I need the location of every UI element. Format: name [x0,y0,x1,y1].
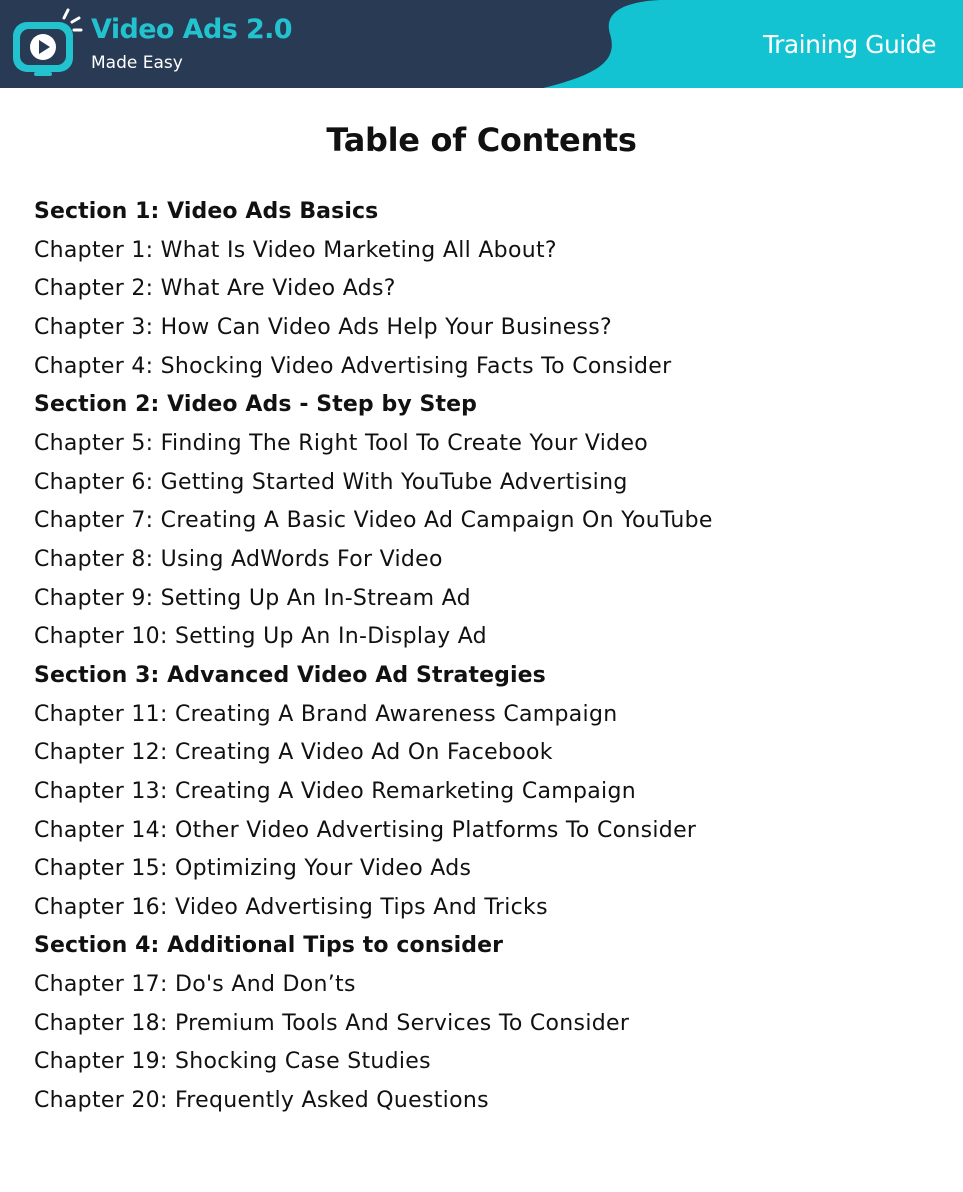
toc-section-heading: Section 1: Video Ads Basics [34,199,379,224]
toc-chapter-item: Chapter 16: Video Advertising Tips And Tricks [34,894,548,920]
toc-chapter-item: Chapter 7: Creating A Basic Video Ad Campaign On YouTube [34,508,713,534]
toc-chapter-item: Chapter 9: Setting Up An In-Stream Ad [34,585,471,611]
guide-label: Training Guide [762,30,936,59]
toc-chapter-item: Chapter 14: Other Video Advertising Platforms To Consider [34,817,697,843]
toc-chapter-item: Chapter 2: What Are Video Ads? [34,276,396,302]
toc-chapter-item: Chapter 3: How Can Video Ads Help Your Business? [34,314,613,340]
toc-section-heading: Section 3: Advanced Video Ad Strategies [34,662,546,688]
toc-chapter-item: Chapter 15: Optimizing Your Video Ads [34,856,472,882]
toc-chapter-item: Chapter 12: Creating A Video Ad On Facebook [34,740,553,766]
toc-chapter-item: Chapter 13: Creating A Video Remarketing Campaign [34,778,636,804]
toc-section-heading: Section 4: Additional Tips to consider [34,933,504,959]
toc-section-heading: Section 2: Video Ads - Step by Step [34,392,477,418]
toc-chapter-item: Chapter 5: Finding The Right Tool To Create Your Video [34,430,649,456]
toc-chapter-item: Chapter 1: What Is Video Marketing All About? [34,237,557,263]
toc-chapter-item: Chapter 10: Setting Up An In-Display Ad [34,624,487,650]
table-of-contents [34,193,934,1121]
toc-chapter-item: Chapter 20: Frequently Asked Questions [34,1088,489,1114]
header-banner [0,0,963,88]
toc-chapter-item: Chapter 8: Using AdWords For Video [34,546,443,572]
toc-chapter-item: Chapter 6: Getting Started With YouTube Advertising [34,469,628,495]
toc-chapter-item: Chapter 18: Premium Tools And Services To Consider [34,1010,630,1036]
brand-subtitle: Made Easy [91,53,183,73]
toc-chapter-item: Chapter 4: Shocking Video Advertising Facts To Consider [34,353,672,379]
toc-chapter-item: Chapter 19: Shocking Case Studies [34,1049,431,1075]
brand-title: Video Ads 2.0 [91,14,292,45]
toc-chapter-item: Chapter 11: Creating A Brand Awareness Campaign [34,701,618,727]
play-tv-icon [8,8,84,80]
page-title: Table of Contents [326,121,637,159]
toc-chapter-item: Chapter 17: Do's And Don’ts [34,972,356,998]
